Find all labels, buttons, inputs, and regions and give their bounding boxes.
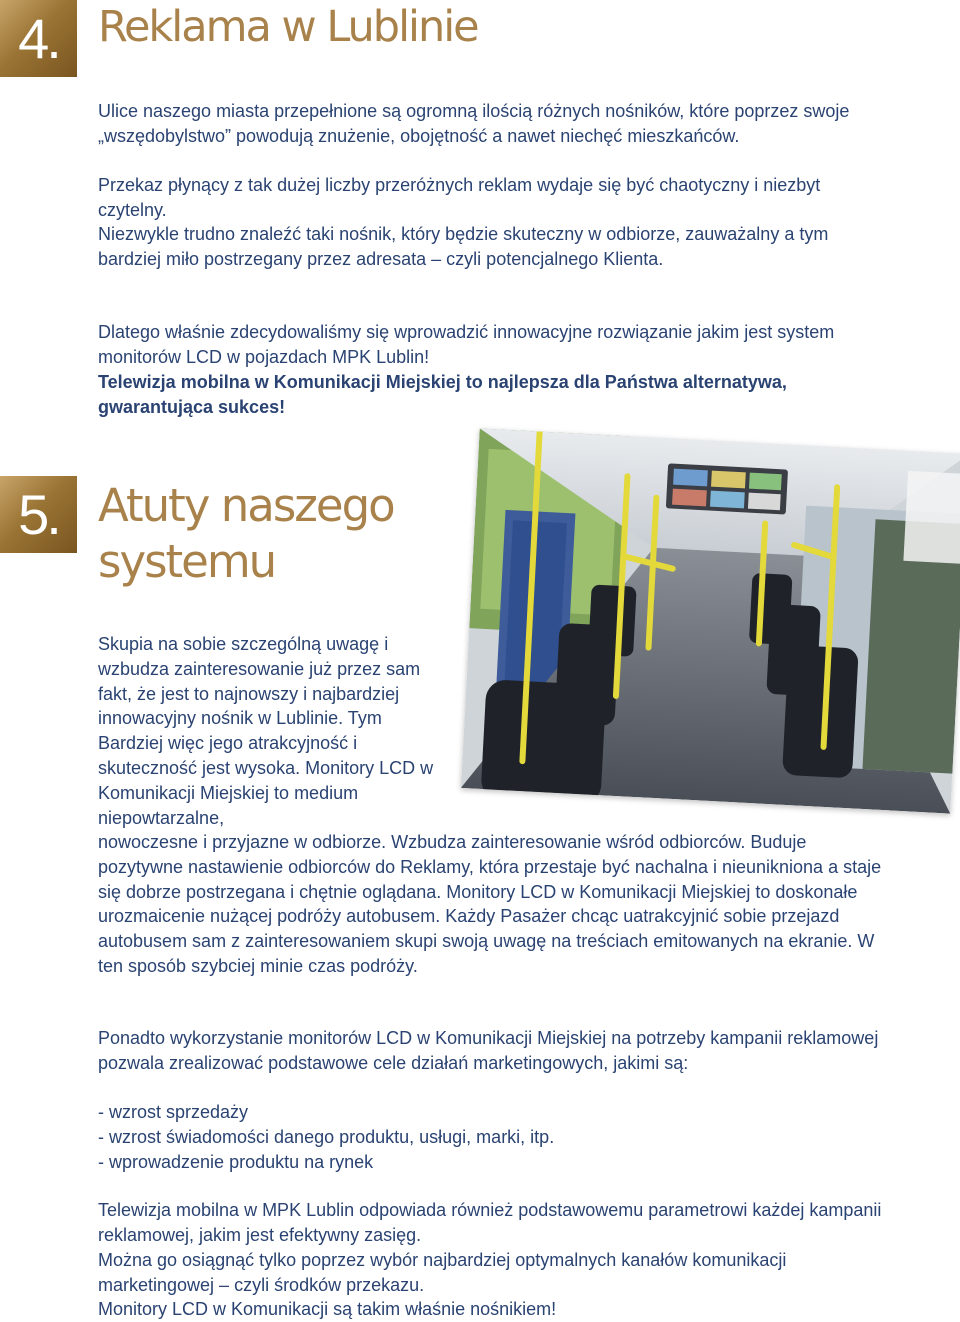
list-item: - wprowadzenie produktu na rynek [98, 1151, 374, 1172]
section-title: Reklama w Lublinie [98, 2, 478, 52]
section-title [98, 478, 394, 590]
paragraph: Ulice naszego miasta przepełnione są ogromną ilością różnych nośników, które poprzez swoje „wszędobylstwo” powodują znużenie, obojętność a nawet niechęć mieszkańców. [98, 101, 850, 146]
section-number-badge: 4. [0, 0, 77, 77]
bus-interior-illustration [461, 428, 960, 813]
bus-interior-photo [461, 428, 960, 813]
title-line: Atuty naszego [98, 479, 394, 532]
paragraph: nowoczesne i przyjazne w odbiorze. Wzbudza zainteresowanie wśród odbiorców. Buduje pozytywne nastawienie odbiorców do Reklamy, która przestaje być nachalna i nieunikniona a staje się dobrze postrzegana i chętnie oglądana. Monitory LCD w Komunikacji Miejskiej to doskonałe urozmaicenie nużącej podróży autobusem. Każdy Pasażer chcąc uatrakcyjnić sobie przejazd autobusem sam z zainteresowaniem skupi swoją uwagę na treściach emitowanych na ekranie. W ten sposób szybciej minie czas podróży. [98, 832, 882, 976]
paragraph: Skupia na sobie szczególną uwagę i wzbudza zainteresowanie już przez sam fakt, że jest to najnowszy i najbardziej innowacyjny nośnik w Lublinie. Tym Bardziej więc jego atrakcyjność i skuteczność jest wysoka. Monitory LCD w Komunikacji Miejskiej to medium niepowtarzalne, [98, 634, 434, 828]
highlight-paragraph: Telewizja mobilna w Komunikacji Miejskiej to najlepsza dla Państwa alternatywa, gwarantująca sukces! [98, 372, 787, 417]
list-item: - wzrost świadomości danego produktu, usługi, marki, itp. [98, 1126, 555, 1147]
paragraph: Monitory LCD w Komunikacji są takim właśnie nośnikiem! [98, 1299, 557, 1319]
title-line: systemu [98, 535, 276, 588]
paragraph: Dlatego właśnie zdecydowaliśmy się wprowadzić innowacyjne rozwiązanie jakim jest system monitorów LCD w pojazdach MPK Lublin! [98, 322, 835, 367]
list-item: - wzrost sprzedaży [98, 1102, 249, 1122]
paragraph: Można go osiągnąć tylko poprzez wybór najbardziej optymalnych kanałów komunikacji marketingowej – czyli środków przekazu. [98, 1250, 787, 1295]
paragraph: Przekaz płynący z tak dużej liczby przeróżnych reklam wydaje się być chaotyczny i niezbyt czytelny. [98, 175, 821, 220]
paragraph: Niezwykle trudno znaleźć taki nośnik, który będzie skuteczny w odbiorze, zauważalny a tym bardziej miło postrzegany przez adresata – czyli potencjalnego Klienta. [98, 224, 829, 269]
goals-list [98, 1100, 893, 1174]
paragraph: Telewizja mobilna w MPK Lublin odpowiada również podstawowemu parametrowi każdej kampanii reklamowej, jakim jest efektywny zasięg. [98, 1200, 882, 1245]
section-number-badge: 5. [0, 476, 77, 553]
paragraph: Ponadto wykorzystanie monitorów LCD w Komunikacji Miejskiej na potrzeby kampanii reklamowej pozwala zrealizować podstawowe cele działań marketingowych, jakimi są: [98, 1028, 879, 1073]
